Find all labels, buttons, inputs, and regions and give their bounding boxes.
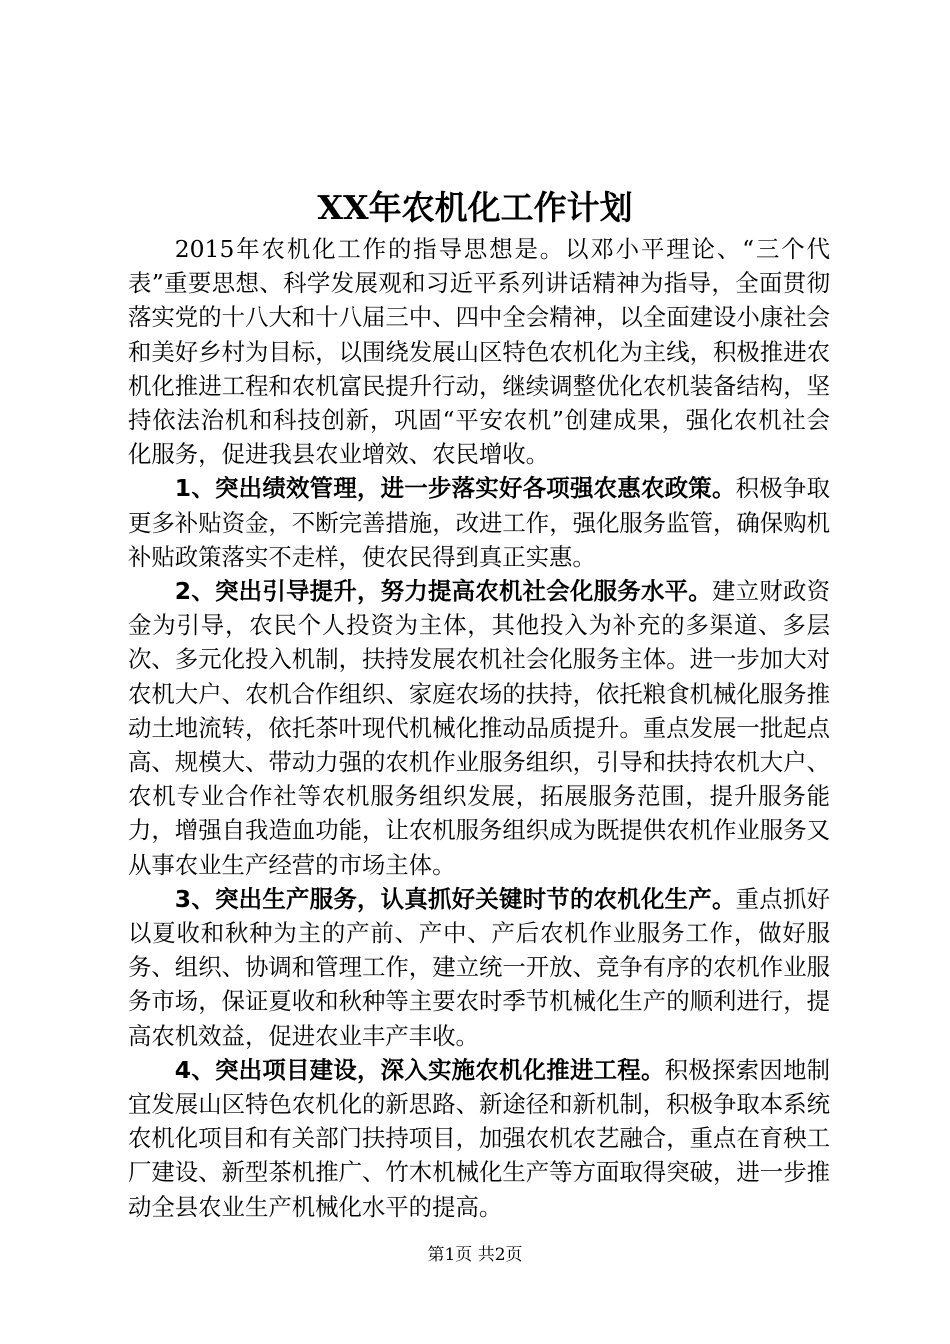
section-paragraph-3 xyxy=(128,882,830,1053)
intro-paragraph: 2015年农机化工作的指导思想是。以邓小平理论、“三个代表”重要思想、科学发展观和习近平系列讲话精神为指导，全面贯彻落实党的十八大和十八届三中、四中全会精神，以全面建设小康社会和美好乡村为目标，以围绕发展山区特色农机化为主线，积极推进农机化推进工程和农机富民提升行动，继续调整优化农机装备结构，坚持依法治机和科技创新，巩固“平安农机”创建成果，强化农机社会化服务，促进我县农业增效、农民增收。 xyxy=(128,235,830,469)
page-title: XX年农机化工作计划 xyxy=(317,188,633,227)
section-text-3: 重点抓好以夏收和秋种为主的产前、产中、产后农机作业服务工作，做好服务、组织、协调和管理工作，建立统一开放、竞争有序的农机作业服务市场，保证夏收和秋种等主要农时季节机械化生产的顺利进行，提高农机效益，促进农业丰产丰收。 xyxy=(128,884,831,1050)
section-heading-2: 2、突出引导提升，努力提高农机社会化服务水平。 xyxy=(174,577,712,606)
section-text-4: 积极探索因地制宜发展山区特色农机化的新思路、新途径和新机制，积极争取本系统农机化项目和有关部门扶持项目，加强农机农艺融合，重点在育秧工厂建设、新型茶机推广、竹木机械化生产等方面取得突破，进一步推动全县农业生产机械化水平的提高。 xyxy=(128,1055,830,1221)
section-text-1: 积极争取更多补贴资金，不断完善措施，改进工作，强化服务监管，确保购机补贴政策落实不走样，使农民得到真正实惠。 xyxy=(128,474,831,571)
section-text-2: 建立财政资金为引导，农民个人投资为主体，其他投入为补充的多渠道、多层次、多元化投入机制，扶持发展农机社会化服务主体。进一步加大对农机大户、农机合作组织、家庭农场的扶持，依托粮食机械化服务推动土地流转，依托茶叶现代机械化推动品质提升。重点发展一批起点高、规模大、带动力强的农机作业服务组织，引导和扶持农机大户、农机专业合作社等农机服务组织发展，拓展服务范围，提升服务能力，增强自我造血功能，让农机服务组织成为既提供农机作业服务又从事农业生产经营的市场主体。 xyxy=(128,577,830,879)
section-paragraph-1 xyxy=(128,471,830,574)
section-paragraph-2 xyxy=(128,574,830,882)
section-heading-3: 3、突出生产服务，认真抓好关键时节的农机化生产。 xyxy=(174,884,736,913)
page-number-footer: 第1页 共2页 xyxy=(427,1245,523,1265)
section-paragraph-4 xyxy=(128,1053,830,1224)
document-body xyxy=(128,232,830,1224)
section-heading-1: 1、突出绩效管理，进一步落实好各项强农惠农政策。 xyxy=(174,474,736,503)
section-heading-4: 4、突出项目建设，深入实施农机化推进工程。 xyxy=(174,1055,665,1084)
